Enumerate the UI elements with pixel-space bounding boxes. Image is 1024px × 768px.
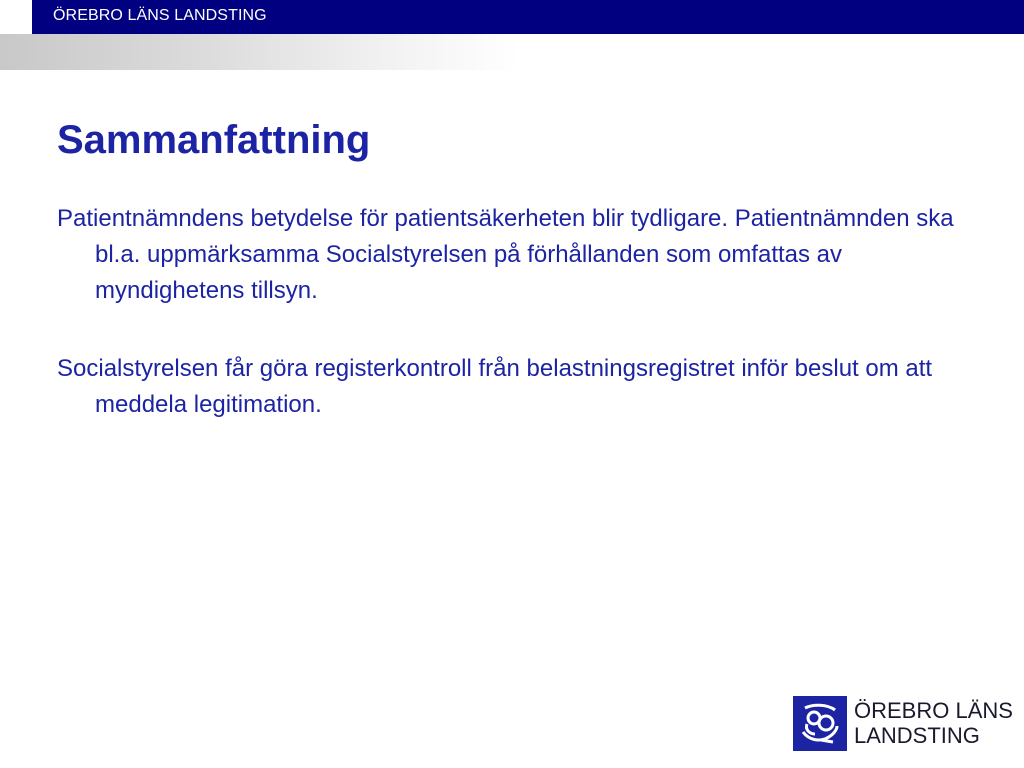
bullet-text-1: Patientnämndens betydelse för patientsäkerheten blir tydligare. Patientnämnden ska bl.a. uppmärksamma Socialstyrelsen på förhållanden som omfattas av myndighetens tillsyn.: [57, 205, 954, 304]
header-org-name: ÖREBRO LÄNS LANDSTING: [53, 7, 267, 24]
logo-wordmark: [854, 698, 1013, 748]
header-bar-left-gap: [0, 0, 32, 34]
header-gradient-band: [0, 34, 520, 70]
logo-line-1: ÖREBRO LÄNS: [854, 698, 1013, 723]
orebro-county-council-emblem-icon: [793, 696, 847, 751]
slide-title: Sammanfattning: [57, 118, 371, 162]
logo-line-2: LANDSTING: [854, 723, 980, 748]
header-bar: [0, 0, 1024, 34]
bullet-text-2: Socialstyrelsen får göra registerkontroll från belastningsregistret inför beslut om att meddela legitimation.: [57, 355, 933, 418]
orebro-logo: [793, 696, 1013, 752]
